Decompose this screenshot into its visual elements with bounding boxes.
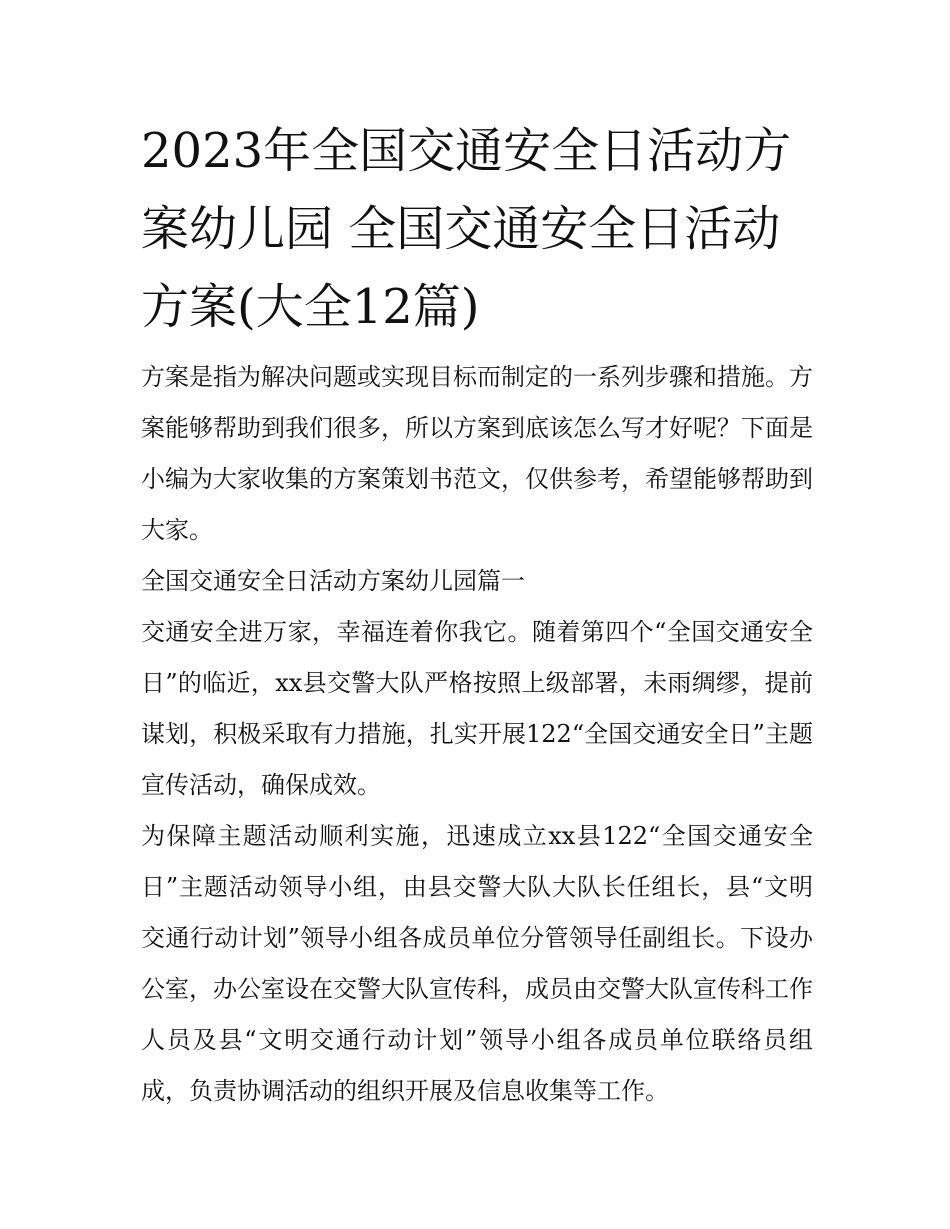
intro-paragraph: 方案是指为解决问题或实现目标而制定的一系列步骤和措施。方案能够帮助到我们很多，所以方案到底该怎么写才好呢？下面是小编为大家收集的方案策划书范文，仅供参考，希望能够帮助到大家。 xyxy=(141,363,813,544)
body-paragraph-2: 为保障主题活动顺利实施，迅速成立xx县122“全国交通安全日”主题活动领导小组，由县交警大队大队长任组长，县“文明交通行动计划”领导小组各成员单位分管领导任副组长。下设办公室，办公室设在交警大队宣传科，成员由交警大队宣传科工作人员及县“文明交通行动计划”领导小组各成员单位联络员组成，负责协调活动的组织开展及信息收集等工作。 xyxy=(141,822,813,1105)
body-paragraph-1: 交通安全进万家，幸福连着你我它。随着第四个“全国交通安全日”的临近，xx县交警大队严格按照上级部署，未雨绸缪，提前谋划，积极采取有力措施，扎实开展122“全国交通安全日”主题宣传活动，确保成效。 xyxy=(141,618,813,799)
document-page xyxy=(141,112,813,1117)
document-title: 2023年全国交通安全日活动方案幼儿园 全国交通安全日活动方案(大全12篇) xyxy=(141,123,792,335)
section-heading: 全国交通安全日活动方案幼儿园篇一 xyxy=(141,567,525,595)
